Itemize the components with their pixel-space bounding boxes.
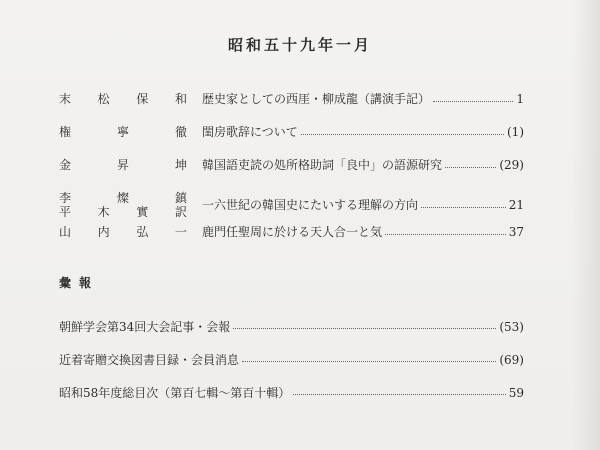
author-name: 権 寧 徹	[59, 125, 187, 139]
author-name: 李 燦 鎮	[59, 191, 187, 205]
author-block	[59, 92, 187, 106]
dot-leader	[421, 207, 506, 208]
news-title: 昭和58年度総目次（第百七輯〜第百十輯）	[59, 385, 291, 400]
dot-leader	[301, 134, 504, 135]
translator-name: 平 木 實 訳	[59, 205, 187, 219]
page-number: 37	[508, 225, 524, 239]
dot-leader	[385, 234, 506, 235]
news-title: 近着寄贈交換図書目録・会員消息	[59, 352, 240, 367]
toc-entry-4	[59, 191, 524, 225]
page-number: 1	[516, 92, 524, 106]
toc-entry-3	[59, 158, 524, 191]
toc-entry-text	[202, 158, 524, 172]
toc-entry-text	[202, 92, 524, 106]
news-item	[59, 310, 524, 343]
page-number: 59	[508, 385, 524, 400]
toc-entry-5	[59, 225, 524, 258]
toc-entry-2	[59, 125, 524, 158]
page-number: 21	[508, 198, 524, 212]
article-title: 一六世紀の韓国史にたいする理解の方向	[202, 198, 419, 212]
news-item	[59, 376, 524, 409]
page-edge-shadow	[572, 0, 600, 450]
news-list	[59, 310, 524, 409]
dot-leader	[433, 101, 513, 102]
news-title: 朝鮮学会第34回大会記事・会報	[59, 319, 231, 334]
author-block	[59, 158, 187, 172]
author-name: 金 昇 坤	[59, 158, 187, 172]
author-name: 山 内 弘 一	[59, 225, 187, 239]
page-number: (29)	[499, 158, 524, 172]
dot-leader	[242, 361, 496, 362]
author-name: 末 松 保 和	[59, 92, 187, 106]
toc-entry-text	[202, 125, 524, 139]
author-block	[59, 125, 187, 139]
table-of-contents	[59, 92, 524, 258]
article-title: 韓国語吏読の処所格助詞「良中」の語源研究	[202, 158, 443, 172]
page-number: (53)	[499, 319, 524, 334]
author-block	[59, 225, 187, 239]
toc-entry-text	[202, 225, 524, 239]
author-block	[59, 191, 187, 219]
toc-entry-text	[202, 198, 524, 212]
news-item	[59, 343, 524, 376]
dot-leader	[293, 394, 505, 395]
article-title: 歴史家としての西厓・柳成龍（講演手記）	[202, 92, 431, 106]
dot-leader	[233, 328, 496, 329]
toc-entry-1	[59, 92, 524, 125]
article-title: 閨房歌辞について	[202, 125, 298, 139]
page-number: (1)	[507, 125, 524, 139]
news-section-title: 彙報	[59, 276, 100, 290]
page-number: (69)	[499, 352, 524, 367]
article-title: 鹿門任聖周に於ける天人合一と気	[202, 225, 383, 239]
dot-leader	[445, 167, 496, 168]
page-title: 昭和五十九年一月	[227, 36, 372, 54]
